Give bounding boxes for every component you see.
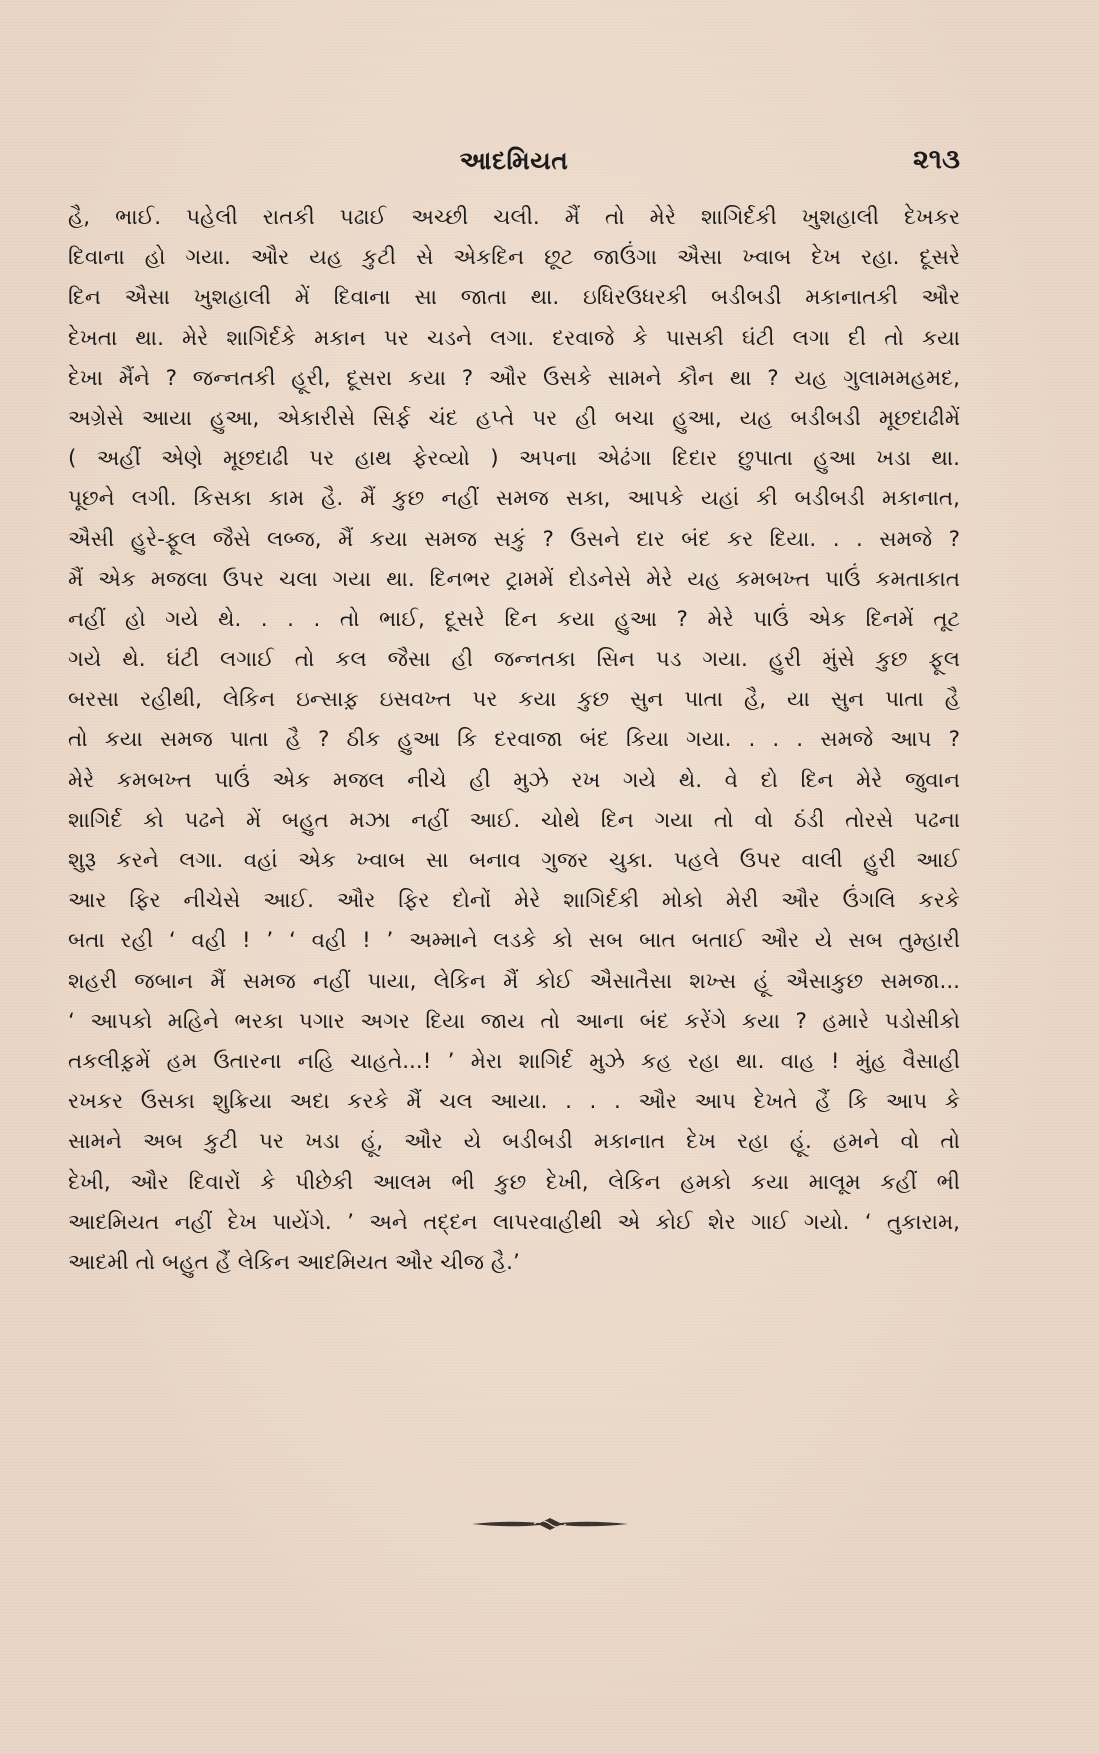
text-line: સામને અબ કુટી પર ખડા હૂં, ઔર યે બડીબડી મકાનાત દેખ રહા હૂં. હમને વો તો xyxy=(68,1129,960,1155)
text-line: ‘ આપકો મહિને ભરકા પગાર અગર દિયા જાય તો આના બંદ કરેંગે કયા ? હમારે પડોસીકો xyxy=(68,1008,960,1034)
text-line: આર ફિર નીચેસે આઈ. ઔર ફિર દોનોં મેરે શાગિર્દકી મોકો મેરી ઔર ઉંગલિ કરકે xyxy=(68,888,960,914)
text-line: દિવાના હો ગયા. ઔર યહ કુટી સે એકદિન છૂટ જાઉંગા ઐસા ખ્વાબ દેખ રહા. દૂસરે xyxy=(68,245,960,271)
text-line: પૂછને લગી. કિસકા કામ હૈ. મૈં કુછ નહીં સમજ સકા, આપકે યહાં કી બડીબડી મકાનાત, xyxy=(68,486,960,512)
text-line: નહીં હો ગયે થે. . . . તો ભાઈ, દૂસરે દિન કયા હુઆ ? મેરે પાઉં એક દિનમેં તૂટ xyxy=(68,606,960,632)
text-line: શુરૂ કરને લગા. વહાં એક ખ્વાબ સા બનાવ ગુજર ચુકા. પહલે ઉપર વાલી હુરી આઈ xyxy=(68,848,960,873)
text-line: બરસા રહીથી, લેકિન ઇન્સાફ઼ ઇસવખ્ત પર કયા કુછ સુન પાતા હૈ, યા સુન પાતા હૈ xyxy=(68,687,960,713)
page-number: ૨૧૩ xyxy=(912,144,960,175)
text-line: ગયે થે. ઘંટી લગાઈ તો કલ જૈસા હી જન્નતકા સિન પડ ગયા. હુરી મુંસે કુછ ફૂલ xyxy=(68,647,960,673)
text-line: આદમી તો બહુત હૈં લેકિન આદમિયત ઔર ચીજ હૈ.’ xyxy=(68,1249,520,1275)
text-line: અગ્રેસે આયા હુઆ, એકારીસે સિર્ફ ચંદ હપ્તે પર હી બચા હુઆ, યહ બડીબડી મૂછદાઢીમેં xyxy=(68,405,960,431)
text-line: શાગિર્દ કો પઢને મેં બહુત મઝા નહીં આઈ. ચોથે દિન ગયા તો વો ઠંડી તોરસે પઢના xyxy=(68,807,960,833)
text-line: મૈં એક મજલા ઉપર ચલા ગયા થા. દિનભર ટ્રામમેં દોડનેસે મેરે યહ કમબખ્ત પાઉં કમતાકાત xyxy=(68,566,960,592)
running-head xyxy=(68,140,960,184)
text-line: દેખતા થા. મેરે શાગિર્દકે મકાન પર ચડને લગા. દરવાજે કે પાસકી ઘંટી લગા દી તો કયા xyxy=(68,325,960,351)
text-line: તો કયા સમજ પાતા હૈ ? ઠીક હુઆ કિ દરવાજા બંદ કિયા ગયા. . . . સમજે આપ ? xyxy=(68,727,960,753)
text-line: તકલીફ઼મેં હમ ઉતારના નહિ ચાહતે...! ’ મેરા શાગિર્દ મુઝે કહ રહા થા. વાહ ! મુંહ વૈસાહી xyxy=(68,1048,960,1074)
text-line: બતા રહી ‘ વહી ! ’ ‘ વહી ! ’ અમ્માને લડકે કો સબ બાત બતાઈ ઔર યે સબ તુમ્હારી xyxy=(68,928,960,954)
text-line: હૈ, ભાઈ. પહેલી રાતકી પઢાઈ અચ્છી ચલી. મૈં તો મેરે શાગિર્દકી ખુશહાલી દેખકર xyxy=(68,205,960,230)
body-text xyxy=(68,198,960,1283)
text-line: આદમિયત નહીં દેખ પાયેંગે. ’ અને તદ્દન લાપરવાહીથી એ કોઈ શેર ગાઈ ગયો. ‘ તુકારામ, xyxy=(68,1209,960,1235)
text-line: દેખા મૈંને ? જન્નતકી હૂરી, દૂસરા કયા ? ઔર ઉસકે સામને કૌન થા ? યહ ગુલામમહમદ, xyxy=(68,365,960,391)
text-line: દિન ઐસા ખુશહાલી મેં દિવાના સા જાતા થા. ઇધિરઉધરકી બડીબડી મકાનાતકી ઔર xyxy=(68,285,960,311)
text-line: ( અહીં એણે મૂછદાઢી પર હાથ ફેરવ્યો ) અપના એઢંગા દિદાર છુપાતા હુઆ ખડા થા. xyxy=(68,446,960,472)
text-line: રખકર ઉસકા શુક્રિયા અદા કરકે મૈં ચલ આયા. . . . ઔર આપ દેખતે હૈં કિ આપ કે xyxy=(68,1089,960,1115)
text-line: મેરે કમબખ્ત પાઉં એક મજલ નીચે હી મુઝે રખ ગયે થે. વે દો દિન મેરે જુવાન xyxy=(68,767,960,793)
chapter-title: આદમિયત xyxy=(459,146,569,175)
text-line: દેખી, ઔર દિવારોં કે પીછેકી આલમ ભી કુછ દેખી, લેકિન હમકો કયા માલૂમ કહીં ભી xyxy=(68,1169,960,1195)
text-line: ઐસી હુરે-ફૂલ જૈસે લબ્જ, મૈં કયા સમજ સકું ? ઉસને દાર બંદ કર દિયા. . . સમજે ? xyxy=(68,526,960,552)
text-line: શહરી જબાન મૈં સમજ નહીં પાયા, લેકિન મૈં કોઈ ઐસાતૈસા શખ્સ હૂં ઐસાકુછ સમજા... xyxy=(68,968,960,994)
end-ornament xyxy=(470,1514,630,1534)
